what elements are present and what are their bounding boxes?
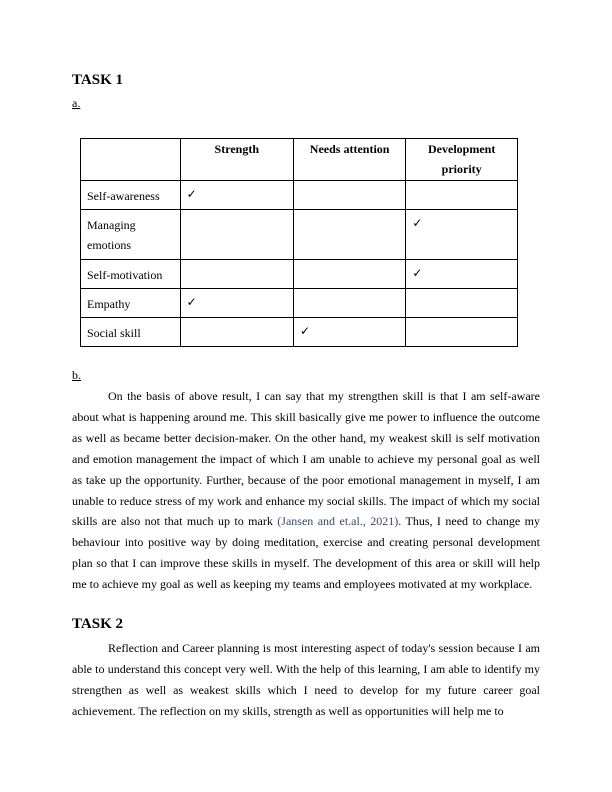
task1-heading: TASK 1	[72, 72, 123, 88]
table-header-needs-attention: Needs attention	[293, 139, 405, 181]
check-mark-cell	[293, 289, 405, 318]
row-label: Social skill	[81, 318, 181, 347]
check-mark-cell	[180, 318, 293, 347]
task1-paragraph	[72, 386, 540, 595]
row-label: Self-motivation	[81, 260, 181, 289]
row-label: Empathy	[81, 289, 181, 318]
check-mark-cell: ✓	[180, 289, 293, 318]
task2-heading: TASK 2	[72, 616, 123, 632]
table-header-row	[81, 139, 518, 181]
check-mark-cell	[180, 260, 293, 289]
section-a-label: a.	[72, 96, 81, 110]
table-row	[81, 181, 518, 210]
check-mark-cell	[406, 181, 518, 210]
section-b-label: b.	[72, 368, 81, 382]
check-mark-cell: ✓	[406, 210, 518, 260]
task2-paragraph: Reflection and Career planning is most interesting aspect of today's session because I am able to understand this concept very well. With the help of this learning, I am able to identify my strengthen as well as weakest skills which I need to develop for my future career goal achievement. The reflection on my skills, strength as well as opportunities will help me to	[72, 641, 540, 718]
citation: (Jansen and et.al., 2021)	[277, 514, 399, 529]
row-label: Managing emotions	[81, 210, 181, 260]
table-row	[81, 260, 518, 289]
check-mark-cell: ✓	[180, 181, 293, 210]
check-mark-cell	[180, 210, 293, 260]
task1-paragraph-text-1: On the basis of above result, I can say that my strengthen skill is that I am self-aware about what is happening around me. This skill basically give me power to influence the outcome as well as became better decision-maker. On the other hand, my weakest skill is self motivation and emotion management the impact of which I am unable to achieve my personal goal as well as take up the opportunity. Further, because of the poor emotional management in myself, I am unable to reduce stress of my work and enhance my social skills. The impact of which my social skills are also not that much up to mark	[72, 389, 540, 529]
table-header-strength: Strength	[180, 139, 293, 181]
check-mark-cell	[293, 260, 405, 289]
task1-paragraph-text-2: . Thus, I need to change my behaviour into positive way by doing meditation, exercise and creating personal development plan so that I can improve these skills in myself. The development of this area or skill will help me to achieve my goal as well as keeping my teams and employees motivated at my workplace.	[72, 514, 541, 592]
check-mark-cell: ✓	[406, 260, 518, 289]
table-row	[81, 210, 518, 260]
check-mark-cell	[293, 210, 405, 260]
table-header-development-priority: Development priority	[406, 139, 518, 181]
check-mark-cell	[293, 181, 405, 210]
check-mark-cell	[406, 318, 518, 347]
table-row	[81, 318, 518, 347]
table-header-empty	[81, 139, 181, 181]
check-mark-cell	[406, 289, 518, 318]
emotional-intelligence-table	[80, 138, 518, 347]
table-row	[81, 289, 518, 318]
row-label: Self-awareness	[81, 181, 181, 210]
check-mark-cell: ✓	[293, 318, 405, 347]
